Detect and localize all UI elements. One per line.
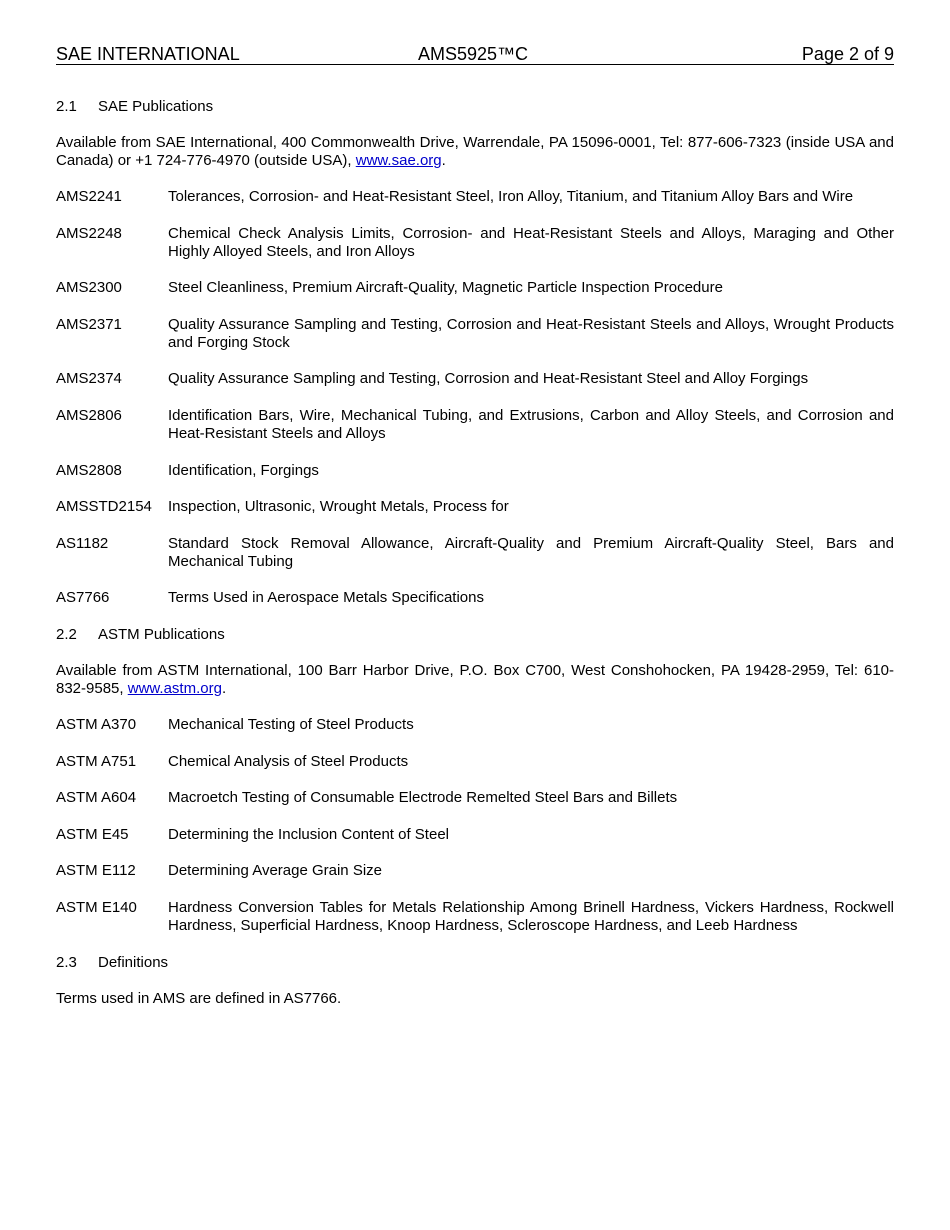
reference-code: ASTM A751 [56,752,137,770]
reference-item [56,716,894,734]
reference-item [56,370,894,388]
section-title: ASTM Publications [98,625,225,643]
reference-code: AMS2248 [56,224,122,242]
section-number: 2.3 [56,953,77,971]
reference-item [56,407,894,443]
reference-item [56,862,894,880]
sae-reference-list [56,188,894,607]
reference-code: AMS2371 [56,315,122,333]
reference-code: AS1182 [56,534,109,552]
reference-item [56,753,894,771]
section-number: 2.2 [56,625,77,643]
reference-title: Quality Assurance Sampling and Testing, Corrosion and Heat-Resistant Steel and Alloy Forgings [168,370,809,388]
reference-title: Determining the Inclusion Content of Steel [168,825,449,843]
reference-title: Standard Stock Removal Allowance, Aircraft-Quality and Premium Aircraft-Quality Steel, Bars and Mechanical Tubing [168,534,894,570]
reference-code: AS7766 [56,589,110,607]
reference-code: AMS2241 [56,188,122,205]
reference-code: AMS2808 [56,461,122,479]
reference-title: Tolerances, Corrosion- and Heat-Resistant Steel, Iron Alloy, Titanium, and Titanium Alloy Bars and Wire [168,188,854,205]
reference-title: Macroetch Testing of Consumable Electrode Remelted Steel Bars and Billets [168,789,678,807]
reference-code: ASTM A604 [56,789,137,807]
reference-code: AMS2300 [56,279,122,297]
reference-title: Terms Used in Aerospace Metals Specifications [168,589,484,607]
section-title: Definitions [98,953,169,971]
reference-title: Hardness Conversion Tables for Metals Relationship Among Brinell Hardness, Vickers Hardness, Rockwell Hardness, Superficial Hardness, Knoop Hardness, Scleroscope Hardness, and Leeb Hardness [168,898,894,934]
document-body [56,98,894,1026]
header-document-number: AMS5925™C [418,44,529,64]
reference-code: AMSSTD2154 [56,498,152,516]
header-page-number: Page 2 of 9 [801,44,894,64]
reference-item [56,899,894,935]
astm-website-link[interactable]: www.astm.org [127,679,222,697]
reference-code: ASTM E140 [56,898,137,916]
reference-title: Mechanical Testing of Steel Products [168,715,414,733]
reference-item [56,188,894,206]
reference-title: Chemical Check Analysis Limits, Corrosion- and Heat-Resistant Steels and Alloys, Maraging and Other Highly Alloyed Steels, and Iron Alloys [168,224,894,260]
astm-availability-text: Available from ASTM International, 100 Barr Harbor Drive, P.O. Box C700, West Conshohocken, PA 19428-2959, Tel: 610-832-9585, [56,661,894,697]
definitions-paragraph: Terms used in AMS are defined in AS7766. [56,989,342,1007]
section-heading-definitions [56,954,894,972]
sae-website-link[interactable]: www.sae.org [355,152,442,169]
reference-item [56,225,894,261]
reference-item [56,316,894,352]
reference-title: Inspection, Ultrasonic, Wrought Metals, Process for [168,498,509,516]
reference-title: Steel Cleanliness, Premium Aircraft-Quality, Magnetic Particle Inspection Procedure [168,279,723,297]
astm-availability-paragraph [56,662,894,698]
sae-availability-text: Available from SAE International, 400 Commonwealth Drive, Warrendale, PA 15096-0001, Tel: 877-606-7323 (inside USA and Canada) or +1 724-776-4970 (outside USA), [56,134,894,169]
reference-item [56,589,894,607]
reference-title: Identification, Forgings [168,461,319,479]
section-title: SAE Publications [98,98,214,115]
sae-availability-period: . [441,152,446,169]
astm-reference-list [56,716,894,935]
section-heading-astm [56,626,894,644]
reference-code: AMS2374 [56,370,122,388]
reference-code: ASTM E112 [56,862,136,880]
reference-item [56,462,894,480]
reference-item [56,498,894,516]
reference-code: ASTM A370 [56,715,137,733]
section-number: 2.1 [56,98,77,115]
reference-item [56,789,894,807]
sae-availability-paragraph [56,134,894,170]
reference-item [56,826,894,844]
header-organization: SAE INTERNATIONAL [56,44,240,64]
astm-availability-period: . [221,679,227,697]
reference-title: Quality Assurance Sampling and Testing, Corrosion and Heat-Resistant Steels and Alloys, Wrought Products and Forging Stock [168,315,894,351]
reference-title: Chemical Analysis of Steel Products [168,752,409,770]
page-header [56,44,894,65]
section-heading-sae [56,98,894,116]
reference-title: Identification Bars, Wire, Mechanical Tubing, and Extrusions, Carbon and Alloy Steels, and Corrosion and Heat-Resistant Steels and Alloys [168,406,894,442]
reference-title: Determining Average Grain Size [168,862,382,880]
reference-item [56,279,894,297]
reference-item [56,535,894,571]
reference-code: ASTM E45 [56,825,129,843]
reference-code: AMS2806 [56,406,122,424]
